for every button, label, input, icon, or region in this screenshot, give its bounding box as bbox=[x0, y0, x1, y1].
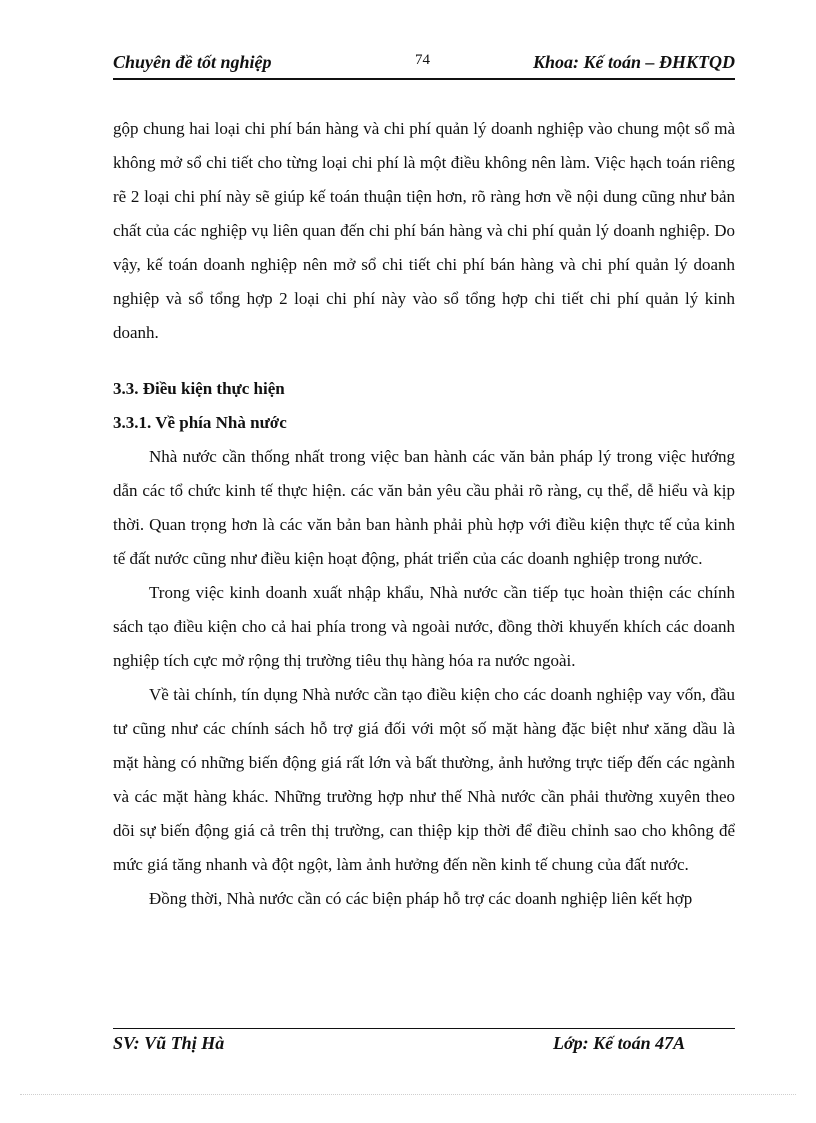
page-footer bbox=[113, 1028, 735, 1055]
page-bottom-divider bbox=[20, 1094, 796, 1095]
header-faculty: Khoa: Kế toán – ĐHKTQD bbox=[532, 52, 735, 72]
section-heading-3-3-1: 3.3.1. Về phía Nhà nước bbox=[113, 413, 287, 432]
page-header bbox=[113, 52, 735, 80]
paragraph-1: gộp chung hai loại chi phí bán hàng và chi phí quản lý doanh nghiệp vào chung một sổ mà không mở sổ chi tiết cho từng loại chi phí là một điều không nên làm. Việc hạch toán riêng rẽ 2 loại chi phí này sẽ giúp kế toán thuận tiện hơn, rõ ràng hơn về nội dung cũng như bản chất của các nghiệp vụ liên quan đến chi phí bán hàng và chi phí quản lý doanh nghiệp. Do vậy, kế toán doanh nghiệp nên mở sổ chi tiết chi phí bán hàng và chi phí quản lý doanh nghiệp và sổ tổng hợp 2 loại chi phí này vào sổ tổng hợp chi tiết chi phí quản lý kinh doanh. bbox=[113, 119, 735, 342]
paragraph-3: Trong việc kinh doanh xuất nhập khẩu, Nhà nước cần tiếp tục hoàn thiện các chính sách tạo điều kiện cho cả hai phía trong và ngoài nước, đồng thời khuyến khích các doanh nghiệp tích cực mở rộng thị trường tiêu thụ hàng hóa ra nước ngoài. bbox=[113, 583, 735, 670]
paragraph-4: Về tài chính, tín dụng Nhà nước cần tạo điều kiện cho các doanh nghiệp vay vốn, đầu tư cũng như các chính sách hỗ trợ giá đối với một số mặt hàng đặc biệt như xăng dầu là mặt hàng có những biến động giá rất lớn và bất thường, ảnh hưởng trực tiếp đến các ngành và các mặt hàng khác. Những trường hợp như thế Nhà nước cần phải thường xuyên theo dõi sự biến động giá cả trên thị trường, can thiệp kịp thời để điều chỉnh sao cho không để mức giá tăng nhanh và đột ngột, làm ảnh hưởng đến nền kinh tế chung của đất nước. bbox=[113, 685, 735, 874]
footer-class: Lớp: Kế toán 47A bbox=[553, 1033, 686, 1053]
section-gap bbox=[113, 350, 735, 372]
page-body bbox=[113, 112, 735, 916]
footer-student-name: SV: Vũ Thị Hà bbox=[113, 1033, 225, 1053]
paragraph-5: Đồng thời, Nhà nước cần có các biện pháp hỗ trợ các doanh nghiệp liên kết hợp bbox=[149, 889, 693, 908]
header-report-title: Chuyên đề tốt nghiệp bbox=[113, 52, 272, 72]
section-heading-3-3: 3.3. Điều kiện thực hiện bbox=[113, 379, 285, 398]
paragraph-2: Nhà nước cần thống nhất trong việc ban hành các văn bản pháp lý trong việc hướng dẫn các tổ chức kinh tế thực hiện. các văn bản yêu cầu phải rõ ràng, cụ thể, dễ hiểu và kịp thời. Quan trọng hơn là các văn bản ban hành phải phù hợp với điều kiện thực tế của kinh tế đất nước cũng như điều kiện hoạt động, phát triển của các doanh nghiệp trong nước. bbox=[113, 447, 735, 568]
header-page-number: 74 bbox=[415, 52, 430, 68]
